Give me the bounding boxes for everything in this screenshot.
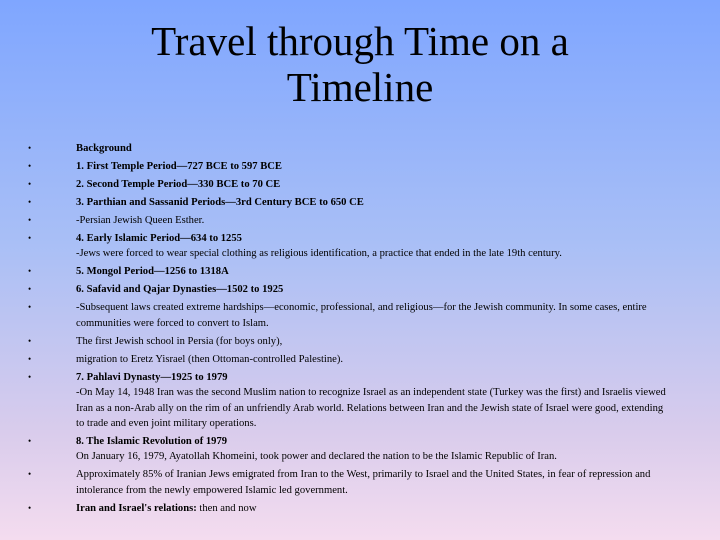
bullet-heading: 5. Mongol Period—1256 to 1318A	[76, 266, 229, 278]
bullet-text: The first Jewish school in Persia (for boys only),	[76, 335, 283, 347]
bullet-heading: 2. Second Temple Period—330 BCE to 70 CE	[76, 179, 281, 190]
bullet-item	[28, 467, 668, 498]
bullet-dot: •	[28, 353, 32, 364]
timeline-bullet-list	[28, 141, 668, 519]
slide-title-line-2: Timeline	[286, 64, 434, 110]
bullet-item	[28, 300, 668, 331]
bullet-dot: •	[28, 371, 32, 382]
bullet-item	[28, 177, 668, 192]
bullet-item	[28, 434, 668, 465]
bullet-detail: -Jews were forced to wear special clothing as religious identification, a practice that ended in the late 19th century.	[76, 248, 562, 260]
bullet-dot: •	[28, 161, 32, 171]
bullet-dot: •	[28, 335, 32, 346]
bullet-heading: Background	[76, 143, 132, 154]
bullet-heading: 1. First Temple Period—727 BCE to 597 BCE	[76, 161, 282, 172]
bullet-item	[28, 501, 668, 516]
bullet-item	[28, 231, 668, 262]
bullet-item	[28, 282, 668, 297]
bullet-dot: •	[28, 215, 32, 225]
bullet-dot: •	[28, 436, 32, 447]
bullet-dot: •	[28, 233, 32, 243]
bullet-text: -Subsequent laws created extreme hardships—economic, professional, and religious—for the Jewish community. In some cases, entire communities were forced to convert to Islam.	[76, 302, 647, 329]
bullet-dot: •	[28, 197, 32, 207]
bullet-dot: •	[28, 266, 32, 277]
bullet-item	[28, 264, 668, 279]
slide-title-line-1: Travel through Time on a	[151, 18, 569, 64]
bullet-heading: 7. Pahlavi Dynasty—1925 to 1979	[76, 371, 228, 383]
bullet-heading: Iran and Israel's relations:	[76, 502, 197, 514]
bullet-text: migration to Eretz Yisrael (then Ottoman-controlled Palestine).	[76, 353, 344, 365]
bullet-item	[28, 159, 668, 174]
bullet-item	[28, 334, 668, 349]
bullet-dot: •	[28, 179, 32, 189]
bullet-dot: •	[28, 502, 32, 513]
bullet-heading: 3. Parthian and Sassanid Periods—3rd Century BCE to 650 CE	[76, 197, 364, 208]
bullet-text: then and now	[196, 502, 257, 514]
bullet-detail: -On May 14, 1948 Iran was the second Muslim nation to recognize Israel as an independent state (Turkey was the first) and Israelis viewed Iran as a non-Arab ally on the rim of an unfriendly Arab world. Relations between Iran and the Jewish state of Israel were good, extending to trade and even joint military operations.	[76, 387, 666, 430]
bullet-item	[28, 352, 668, 367]
bullet-detail: On January 16, 1979, Ayatollah Khomeini, took power and declared the nation to be the Islamic Republic of Iran.	[76, 451, 557, 463]
bullet-heading: 6. Safavid and Qajar Dynasties—1502 to 1925	[76, 284, 284, 296]
bullet-text: Approximately 85% of Iranian Jews emigrated from Iran to the West, primarily to Israel and the United States, in fear of repression and intolerance from the newly empowered Islamic led government.	[76, 469, 651, 496]
bullet-item	[28, 370, 668, 432]
bullet-dot: •	[28, 469, 32, 480]
bullet-item	[28, 141, 668, 156]
bullet-dot: •	[28, 284, 32, 295]
bullet-dot: •	[28, 302, 32, 313]
bullet-heading: 8. The Islamic Revolution of 1979	[76, 436, 228, 448]
bullet-item	[28, 195, 668, 210]
slide-title	[60, 18, 660, 110]
bullet-dot: •	[28, 143, 32, 153]
bullet-heading: 4. Early Islamic Period—634 to 1255	[76, 233, 242, 244]
bullet-text: -Persian Jewish Queen Esther.	[76, 215, 205, 226]
bullet-item	[28, 213, 668, 228]
